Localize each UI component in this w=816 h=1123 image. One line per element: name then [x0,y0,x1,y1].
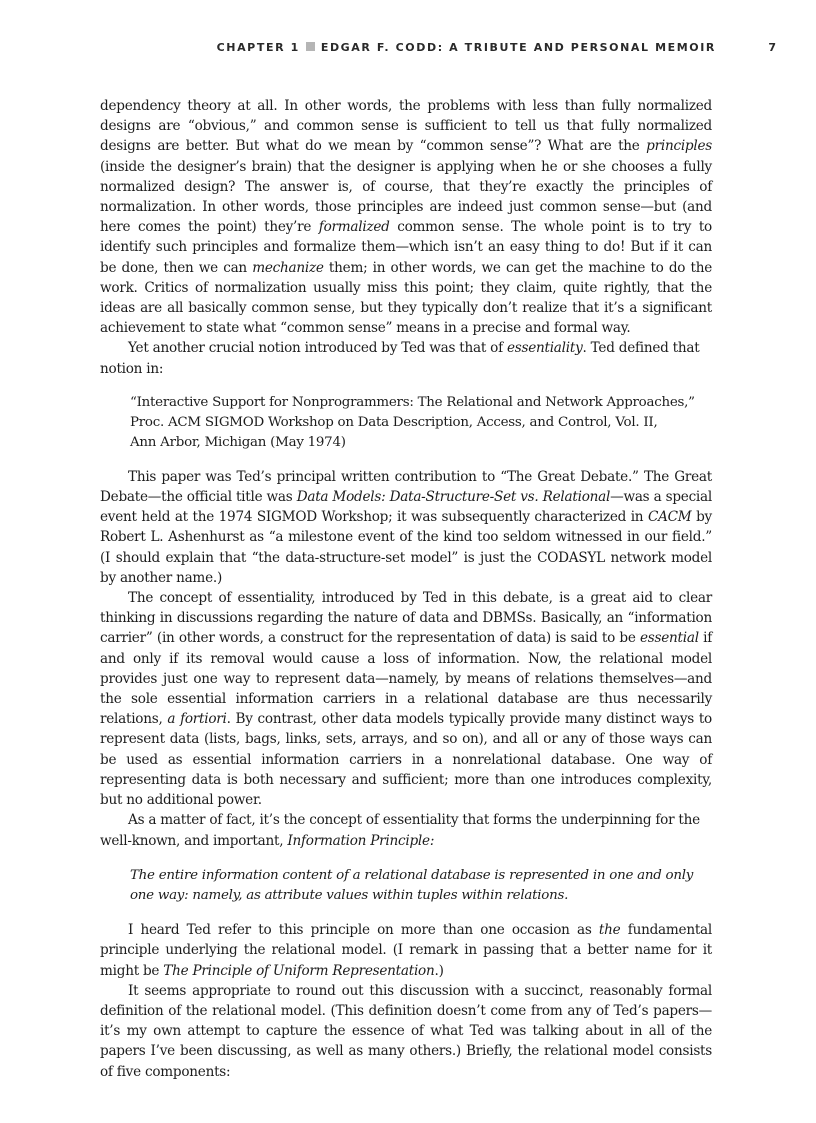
italic-run: The Principle of Uniform Representation [163,962,435,979]
italic-run: the [598,922,621,939]
running-title [217,41,716,54]
italic-run: essential [639,630,699,647]
information-principle-quote [130,866,712,906]
paragraph-4 [100,588,712,810]
text-run: (inside the designer’s brain) that the designer is applying when he or she chooses a fully normalized design? The answer is, of course, that they’re exactly the principles of normalization. In other words, those principles are indeed just common sense—but (and here comes the point) they’re [100,158,712,236]
italic-run: principles [646,138,712,155]
paragraph-5 [100,810,712,850]
italic-run: Data Models: Data-Structure-Set vs. Relational [296,489,611,506]
italic-run: essentiality [506,340,583,357]
text-run: dependency theory at all. In other words, the problems with less than fully normalized designs are “obvious,” and common sense is sufficient to tell us that fully normalized designs are better. But what do we mean by “common sense”? What are the [100,98,712,155]
text-run: As a matter of fact, it’s the concept of essentiality that forms the underpinning for the well-known, and important, [100,812,700,849]
citation-line: “Interactive Support for Nonprogrammers: The Relational and Network Approaches,” [130,394,695,410]
text-run: fundamental principle underlying the relational model. (I remark in passing that a better name for it might be [100,922,712,979]
text-run: —was a special event held at the 1974 SIGMOD Workshop; it was subsequently characterized in [100,489,712,526]
paragraph-6 [100,920,712,981]
italic-run: CACM [647,509,692,526]
paragraph-7 [100,981,712,1082]
running-header [100,41,776,59]
separator-square-icon [306,42,315,51]
text-run: .) [434,962,444,979]
text-run: if and only if its removal would cause a loss of information. Now, the relational model provides just one way to represent data—namely, by means of relations themselves—and the sole essential information carriers in a relational database are thus necessarily relations, [100,630,713,728]
citation-line: Proc. ACM SIGMOD Workshop on Data Description, Access, and Control, Vol. II, [130,414,658,430]
paragraph-3 [100,467,712,588]
principle-line: one way: namely, as attribute values within tuples within relations. [130,887,569,903]
text-run: them; in other words, we can get the machine to do the work. Critics of normalization usually miss this point; they claim, quite rightly, that the ideas are all basically common sense, but they typically don’t realize that it’s a significant achievement to state what “common sense” means in a precise and formal way. [100,259,712,337]
italic-run: a fortiori [167,711,227,728]
text-run: . Ted defined that notion in: [100,340,700,377]
text-run: common sense. The whole point is to try to identify such principles and formalize them—which isn’t an easy thing to do! But if it can be done, then we can [100,219,712,276]
text-run: by Robert L. Ashenhurst as “a milestone event of the kind too seldom witnessed in our field.” (I should explain that “the data-structure-set model” is just the CODASYL network model by another name.) [100,509,712,586]
text-run: Yet another crucial notion introduced by Ted was that of [128,340,507,357]
body-text [100,96,712,1082]
italic-run: formalized [318,219,390,236]
paragraph-2 [100,338,712,378]
italic-run: mechanize [252,259,324,276]
text-run: This paper was Ted’s principal written contribution to “The Great Debate.” The Great Debate—the official title was [100,468,712,506]
text-run: The concept of essentiality, introduced by Ted in this debate, is a great aid to clear thinking in discussions regarding the nature of data and DBMSs. Basically, an “information carrier” (in other words, a construct for the representation of data) is said to be [100,590,712,647]
principle-line: The entire information content of a relational database is represented in one and only [130,867,694,883]
text-run: It seems appropriate to round out this discussion with a succinct, reasonably formal definition of the relational model. (This definition doesn’t come from any of Ted’s papers—it’s my own attempt to capture the essence of what Ted was talking about in all of the papers I’ve been discussing, as well as many others.) Briefly, the relational model consists of five components: [100,982,712,1080]
page-number: 7 [768,41,776,54]
paragraph-1 [100,96,712,338]
text-run: I heard Ted refer to this principle on more than one occasion as [128,922,599,939]
chapter-label: CHAPTER 1 [216,41,300,54]
citation-line: Ann Arbor, Michigan (May 1974) [130,434,346,450]
text-run: . By contrast, other data models typically provide many distinct ways to represent data (lists, bags, links, sets, arrays, and so on), and all or any of those ways can be used as essential information carriers in a nonrelational database. One way of representing data is both necessary and sufficient; more than one introduces complexity, but no additional power. [100,711,712,809]
chapter-title: EDGAR F. CODD: A TRIBUTE AND PERSONAL MEMOIR [320,41,716,54]
citation-block [130,393,712,453]
italic-run: Information Principle: [287,832,435,849]
